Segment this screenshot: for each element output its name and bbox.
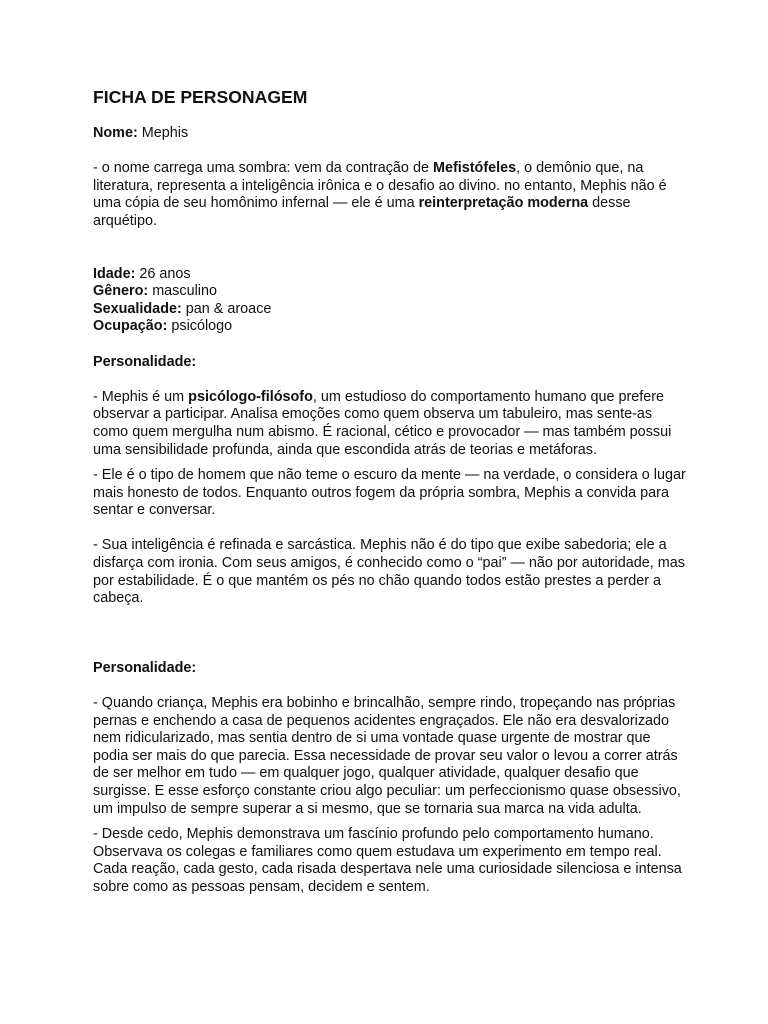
fact-sexuality xyxy=(93,301,688,319)
fact-label: Gênero: xyxy=(93,283,149,300)
spacer xyxy=(93,608,688,660)
name-note-bold-2: reinterpretação moderna xyxy=(418,195,589,212)
fact-value: pan & aroace xyxy=(185,300,272,317)
spacer xyxy=(93,459,688,467)
fact-value: psicólogo xyxy=(171,318,233,335)
name-note-text-2: , o demônio que, na literatura, representa a inteligência irônica e o desafio ao divino. no entanto, Mephis não é uma cópia de seu homônimo infernal — ele é uma xyxy=(93,160,667,212)
paragraph-text: , um estudioso do comportamento humano que prefere observar a participar. Analisa emoções como quem observa um tabuleiro, mas sente-as como quem mergulha num abismo. É racional, cético e provocador — mas também possui uma sensibilidade profunda, ainda que escondida atrás de teorias e metáforas. xyxy=(93,388,672,458)
section2-paragraph-2: - Desde cedo, Mephis demonstrava um fascínio profundo pelo comportamento humano. Observava os colegas e familiares como quem estudava um experimento em tempo real. Cada reação, cada gesto, cada risada despertava nele uma curiosidade silenciosa e intensa sobre como as pessoas pensam, decidem e sentem. xyxy=(93,826,682,895)
section1-paragraph-1 xyxy=(93,389,688,459)
fact-occupation xyxy=(93,318,688,336)
section-heading xyxy=(93,354,688,372)
spacer xyxy=(93,371,688,389)
fact-gender xyxy=(93,283,688,301)
fact-label: Sexualidade: xyxy=(93,300,182,317)
section-heading-text: Personalidade: xyxy=(93,353,197,370)
spacer xyxy=(93,143,688,161)
spacer xyxy=(93,677,688,695)
section-heading-text: Personalidade: xyxy=(93,659,197,676)
section1-paragraph-2: - Ele é o tipo de homem que não teme o escuro da mente — na verdade, o considera o lugar mais honesto de todos. Enquanto outros fogem da própria sombra, Mephis a convida para sentar e conversar. xyxy=(93,467,686,519)
name-note-text-1: - o nome carrega uma sombra: vem da contração de xyxy=(93,160,433,177)
paragraph-bold: psicólogo-filósofo xyxy=(188,388,313,405)
fact-value: masculino xyxy=(152,283,217,300)
name-note-bold-1: Mefistófeles xyxy=(432,160,517,177)
name-value: Mephis xyxy=(141,125,189,141)
section-heading xyxy=(93,660,688,678)
fact-label: Ocupação: xyxy=(93,318,168,335)
spacer xyxy=(93,520,688,538)
name-note-paragraph xyxy=(93,160,688,230)
fact-label: Idade: xyxy=(93,265,136,282)
name-note-text-3: desse arquétipo. xyxy=(93,195,631,229)
spacer xyxy=(93,336,688,354)
name-line xyxy=(93,125,688,143)
name-label: Nome: xyxy=(93,125,138,141)
spacer xyxy=(93,231,688,266)
section1-paragraph-3: - Sua inteligência é refinada e sarcástica. Mephis não é do tipo que exibe sabedoria; ele a disfarça com ironia. Com seus amigos, é conhecido como o “pai” — não por autoridade, mas por estabilidade. É o que mantém os pés no chão quando todos estão prestes a perder a cabeça. xyxy=(93,537,685,607)
fact-age xyxy=(93,266,688,284)
section2-paragraph-1: - Quando criança, Mephis era bobinho e brincalhão, sempre rindo, tropeçando nas próprias pernas e enchendo a casa de pequenos acidentes engraçados. Ele não era desvalorizado nem ridicularizado, mas sentia dentro de si uma vontade quase urgente de mostrar que podia ser mais do que parecia. Essa necessidade de provar seu valor o levou a correr atrás de ser melhor em tudo — em qualquer jogo, qualquer atividade, qualquer desafio que surgisse. E esse esforço constante criou algo peculiar: um perfeccionismo quase obsessivo, um impulso de sempre superar a si mesmo, que se tornaria sua marca na vida adulta. xyxy=(93,695,681,817)
fact-value: 26 anos xyxy=(139,265,191,282)
spacer xyxy=(93,818,688,826)
paragraph-text: - Mephis é um xyxy=(93,388,189,405)
document-title: FICHA DE PERSONAGEM xyxy=(93,87,308,107)
